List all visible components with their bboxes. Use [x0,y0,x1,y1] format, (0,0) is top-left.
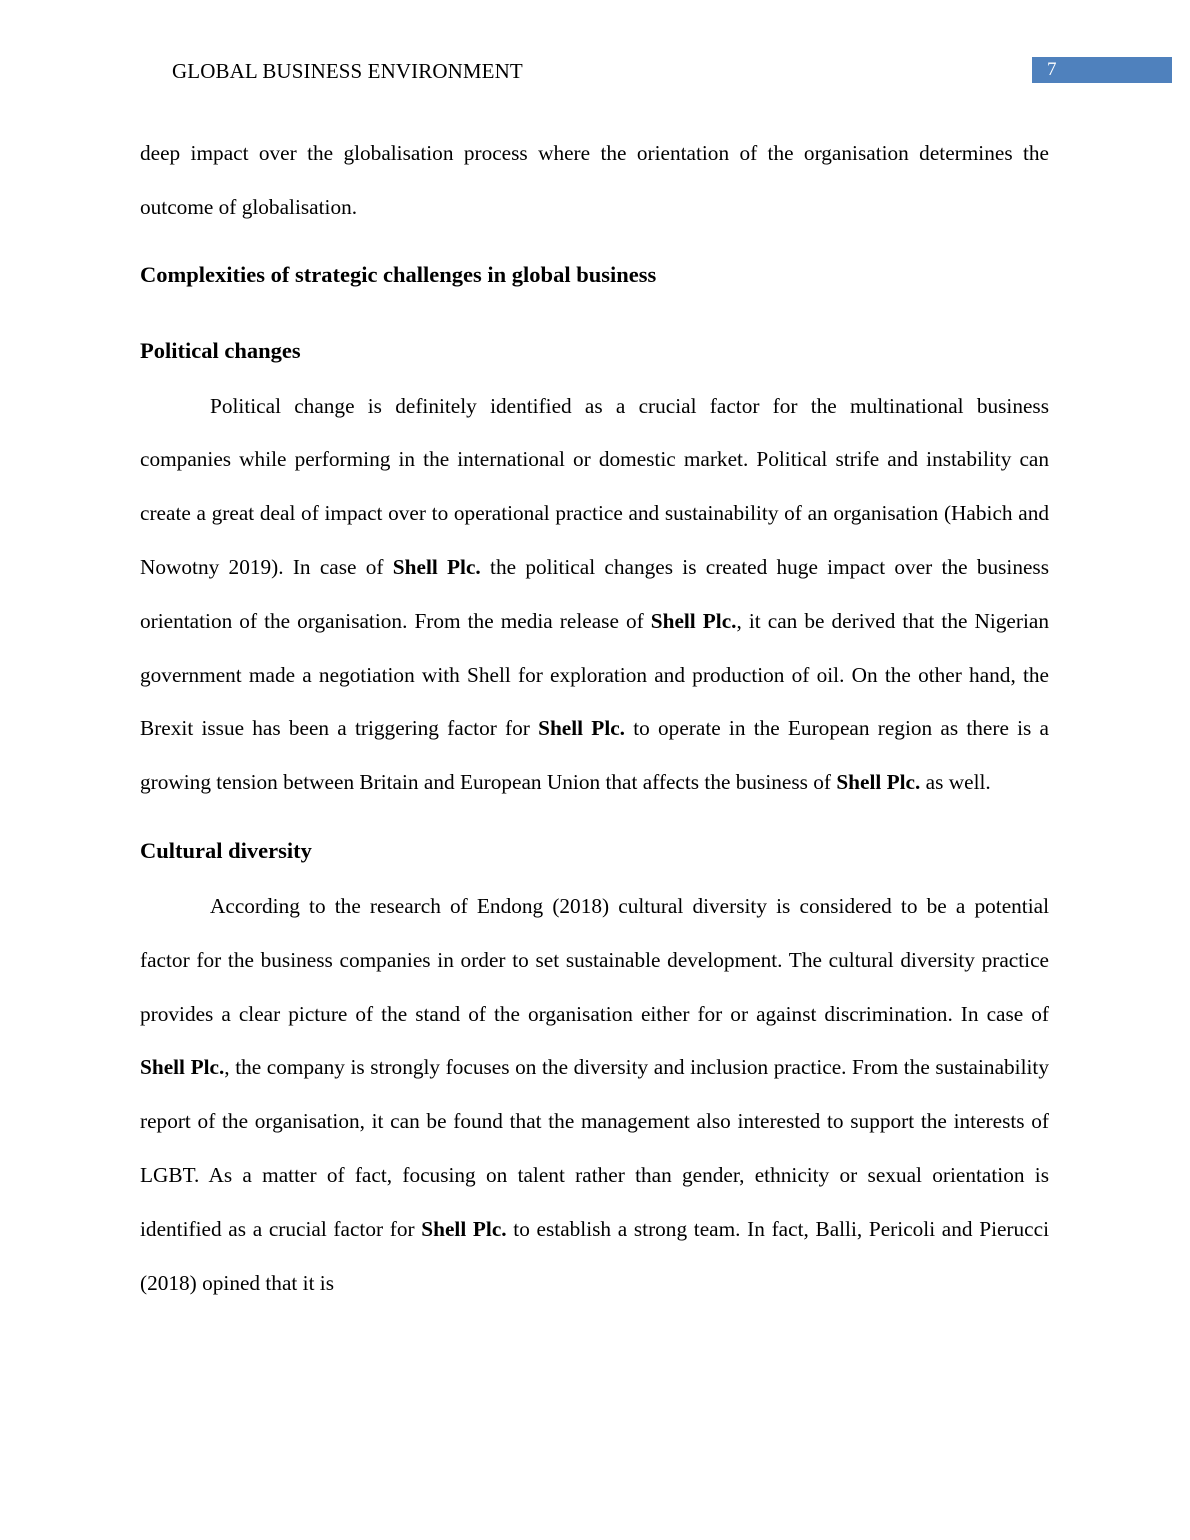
running-head: GLOBAL BUSINESS ENVIRONMENT [172,59,523,83]
text-run: According to the research of Endong (2018) cultural diversity is considered to be a potential factor for the business companies in order to set sustainable development. The cultural diversity practice provides a clear picture of the stand of the organisation either for or against discrimination. In case of [140,893,1049,1026]
text-run: to establish a strong team. In fact, Balli, Pericoli and Pierucci (2018) opined that it is [140,1216,1049,1295]
bold-company-name: Shell Plc. [421,1216,507,1241]
document-body [140,127,1049,1310]
bold-company-name: Shell Plc. [392,554,481,579]
text-run: to operate in the European region as there is a growing tension between Britain and European Union that affects the business of [140,716,1049,795]
text-run: Political change is definitely identified as a crucial factor for the multinational business companies while performing in the international or domestic market. Political strife and instability can create a great deal of impact over to operational practice and sustainability of an organisation (Habich and Nowotny 2019). In case of [140,393,1049,579]
bold-company-name: Shell Plc. [538,716,626,741]
political-changes-heading: Political changes [140,337,301,363]
cultural-diversity-paragraph [140,880,1049,1310]
bold-company-name: Shell Plc. [836,770,921,795]
political-changes-paragraph [140,380,1049,810]
text-run: the political changes is created huge impact over the business orientation of the organisation. From the media release of [140,554,1049,633]
text-run: as well. [920,770,991,795]
bold-company-name: Shell Plc. [650,608,737,633]
text-run: , the company is strongly focuses on the diversity and inclusion practice. From the sustainability report of the organisation, it can be found that the management also interested to support the interests of LGBT. As a matter of fact, focusing on talent rather than gender, ethnicity or sexual orientation is identified as a crucial factor for [140,1055,1049,1241]
section-heading: Complexities of strategic challenges in global business [140,261,657,287]
intro-paragraph: deep impact over the globalisation process where the orientation of the organisation determines the outcome of globalisation. [140,141,1049,219]
page-number: 7 [1032,57,1172,83]
bold-company-name: Shell Plc. [140,1055,225,1080]
cultural-diversity-heading: Cultural diversity [140,837,312,863]
text-run: , it can be derived that the Nigerian government made a negotiation with Shell for exploration and production of oil. On the other hand, the Brexit issue has been a triggering factor for [140,608,1049,741]
